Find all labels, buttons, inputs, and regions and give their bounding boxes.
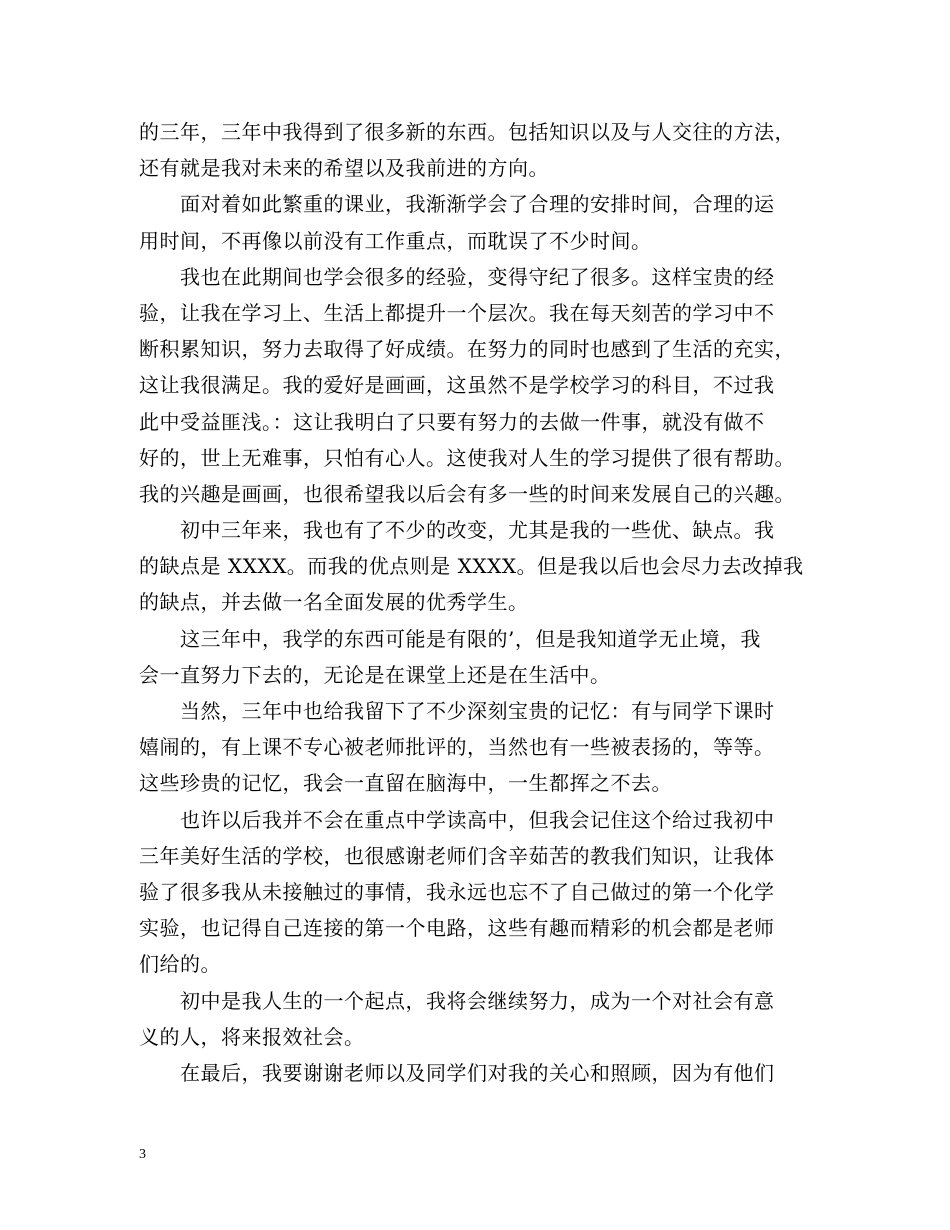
text-line: 三年美好生活的学校，也很感谢老师们含辛茹苦的教我们知识，让我体 — [139, 843, 775, 868]
text-line: 面对着如此繁重的课业，我渐渐学会了合理的安排时间，合理的运 — [180, 192, 775, 217]
text-line: 验了很多我从未接触过的事情，我永远也忘不了自己做过的第一个化学 — [139, 879, 775, 904]
text-line: 会一直努力下去的，无论是在课堂上还是在生活中。 — [139, 662, 611, 687]
text-line: 的缺点是 XXXX。而我的优点则是 XXXX。但是我以后也会尽力去改掉我 — [139, 554, 804, 579]
text-line: 这些珍贵的记忆，我会一直留在脑海中，一生都挥之不去。 — [139, 771, 672, 796]
text-line: 初中三年来，我也有了不少的改变，尤其是我的一些优、缺点。我 — [180, 518, 775, 543]
page-number: 3 — [139, 1147, 146, 1162]
text-line: 嬉闹的，有上课不专心被老师批评的，当然也有一些被表扬的，等等。 — [139, 735, 775, 760]
text-line: 当然，三年中也给我留下了不少深刻宝贵的记忆：有与同学下课时 — [180, 699, 775, 723]
text-line: 还有就是我对未来的希望以及我前进的方向。 — [139, 156, 549, 181]
text-line: 实验，也记得自己连接的第一个电路，这些有趣而精彩的机会都是老师 — [139, 916, 775, 941]
text-line: 我也在此期间也学会很多的经验，变得守纪了很多。这样宝贵的经 — [180, 264, 775, 289]
text-line: 验，让我在学习上、生活上都提升一个层次。我在每天刻苦的学习中不 — [139, 300, 775, 325]
text-line: 在最后，我要谢谢老师以及同学们对我的关心和照顾，因为有他们 — [180, 1060, 775, 1085]
text-line: 断积累知识，努力去取得了好成绩。在努力的同时也感到了生活的充实， — [139, 337, 795, 362]
text-line: 的缺点，并去做一名全面发展的优秀学生。 — [139, 590, 529, 615]
text-line: 好的，世上无难事，只怕有心人。这使我对人生的学习提供了很有帮助。 — [139, 445, 795, 470]
text-line: 我的兴趣是画画，也很希望我以后会有多一些的时间来发展自己的兴趣。 — [139, 481, 795, 506]
text-line: 的三年，三年中我得到了很多新的东西。包括知识以及与人交往的方法， — [139, 120, 795, 144]
text-line: 义的人，将来报效社会。 — [139, 1024, 365, 1049]
text-line: 初中是我人生的一个起点，我将会继续努力，成为一个对社会有意 — [180, 988, 775, 1013]
text-line: 们给的。 — [139, 952, 221, 977]
text-line: 这三年中，我学的东西可能是有限的’，但是我知道学无止境，我 — [180, 626, 761, 651]
text-line: 此中受益匪浅。：这让我明白了只要有努力的去做一件事，就没有做不 — [139, 409, 765, 434]
body-text — [139, 114, 819, 1091]
text-line: 也许以后我并不会在重点中学读高中，但我会记住这个给过我初中 — [180, 807, 775, 832]
text-line: 这让我很满足。我的爱好是画画，这虽然不是学校学习的科目，不过我 — [139, 373, 775, 398]
text-line: 用时间，不再像以前没有工作重点，而耽误了不少时间。 — [139, 228, 652, 253]
